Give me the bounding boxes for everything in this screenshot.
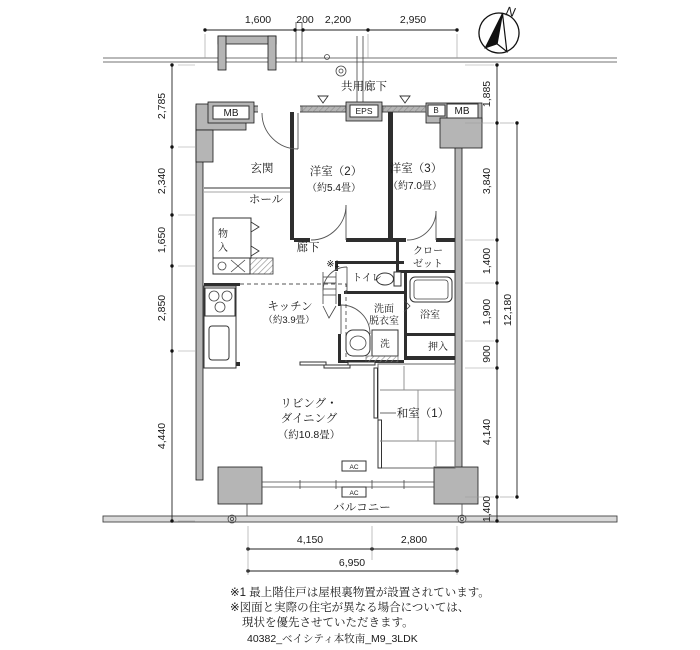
entrance-step-line xyxy=(204,188,290,192)
eps-box-label: EPS xyxy=(355,106,373,116)
bedroom2-size-label: （約5.4畳） xyxy=(307,183,361,194)
dimension-line-left xyxy=(170,63,195,522)
japanese-room-label: 和室（1） xyxy=(396,408,450,420)
bedroom2-label: 洋室（2） xyxy=(309,166,363,178)
dim-right-1400a: 1,400 xyxy=(481,247,493,275)
dim-top-1600: 1,600 xyxy=(244,14,272,26)
dim-top-2950: 2,950 xyxy=(399,14,427,26)
living-label-1: リビング・ xyxy=(280,398,338,410)
bedroom3-size-label: （約7.0畳） xyxy=(388,181,442,192)
note-line-3: 現状を優先させていただきます。 xyxy=(242,617,414,629)
elevator-shaft xyxy=(218,36,276,70)
washroom-label-1: 洗面 xyxy=(374,304,394,315)
plan-id-label: 40382_ベイシティ本牧南_M9_3LDK xyxy=(247,633,418,645)
bedroom2-door-arc xyxy=(311,205,346,240)
kitchen-sink-icon xyxy=(209,326,229,360)
dim-left-2850: 2,850 xyxy=(156,294,168,322)
dim-left-2340: 2,340 xyxy=(156,167,168,195)
dim-right-3840: 3,840 xyxy=(481,167,493,195)
dim-right-1900: 1,900 xyxy=(481,298,493,326)
kitchen-size-label: （約3.9畳） xyxy=(263,315,315,326)
dim-right-1885: 1,885 xyxy=(481,80,493,108)
note1-mark-label: ※1 xyxy=(326,259,340,270)
washbasin-icon xyxy=(346,330,370,356)
ac-unit-label-1: AC xyxy=(349,464,359,471)
closet-label-1: クロー xyxy=(413,246,443,257)
dim-right-4140: 4,140 xyxy=(481,418,493,446)
dim-left-1650: 1,650 xyxy=(156,226,168,254)
meter-box-left-label: MB xyxy=(223,108,239,119)
storage-label-2: 入 xyxy=(218,243,228,254)
bath-label: 浴室 xyxy=(420,310,440,321)
balcony-label: バルコニー xyxy=(333,502,391,514)
closet-label-2: ゼット xyxy=(413,259,443,270)
hall-label: ホール xyxy=(248,194,284,206)
common-corridor-label: 共用廊下 xyxy=(341,81,387,93)
fusuma-sliding-doors xyxy=(374,368,382,468)
note-line-1: ※1 最上階住戸は屋根裏物置が設置されています。 xyxy=(230,587,490,599)
dim-top-200: 200 xyxy=(296,14,314,26)
b-box-label: B xyxy=(433,106,439,115)
attic-ladder-icon xyxy=(323,272,336,318)
dim-top-2200: 2,200 xyxy=(324,14,352,26)
washroom-label-2: 脱衣室 xyxy=(369,316,399,327)
toilet-label: トイレ xyxy=(352,273,382,284)
washer-label: 洗 xyxy=(380,339,390,350)
meter-box-right-label: MB xyxy=(454,106,470,117)
kitchen-label: キッチン xyxy=(267,301,313,313)
storage-label-1: 物 xyxy=(218,229,228,240)
dim-bottom-total-6950: 6,950 xyxy=(338,557,366,569)
north-arrow-icon xyxy=(476,10,522,56)
living-size-label: （約10.8畳） xyxy=(277,429,341,441)
oshiire-label: 押入 xyxy=(428,342,448,353)
dim-right-total-12180: 12,180 xyxy=(502,293,514,327)
dim-right-900: 900 xyxy=(481,345,493,363)
duct-box xyxy=(213,258,273,274)
dim-left-2785: 2,785 xyxy=(156,92,168,120)
living-label-2: ダイニング xyxy=(280,413,338,425)
ac-unit-label-2: AC xyxy=(349,490,359,497)
bathtub-icon xyxy=(410,277,452,302)
stove-icon xyxy=(205,288,235,316)
corridor-label: 廊下 xyxy=(296,242,320,254)
toilet-door-arc xyxy=(323,267,347,291)
north-label: N xyxy=(504,3,517,20)
bedroom3-door-arc xyxy=(407,211,436,240)
living-sliding-door xyxy=(300,362,375,368)
note-line-2: ※図面と実際の住宅が異なる場合については、 xyxy=(230,602,470,614)
entrance-label: 玄関 xyxy=(250,163,274,175)
dim-bottom-2800: 2,800 xyxy=(400,534,428,546)
bedroom3-label: 洋室（3） xyxy=(389,163,443,175)
dim-bottom-4150: 4,150 xyxy=(296,534,324,546)
dim-right-1400b: 1,400 xyxy=(481,495,493,523)
dim-left-4440: 4,440 xyxy=(156,422,168,450)
